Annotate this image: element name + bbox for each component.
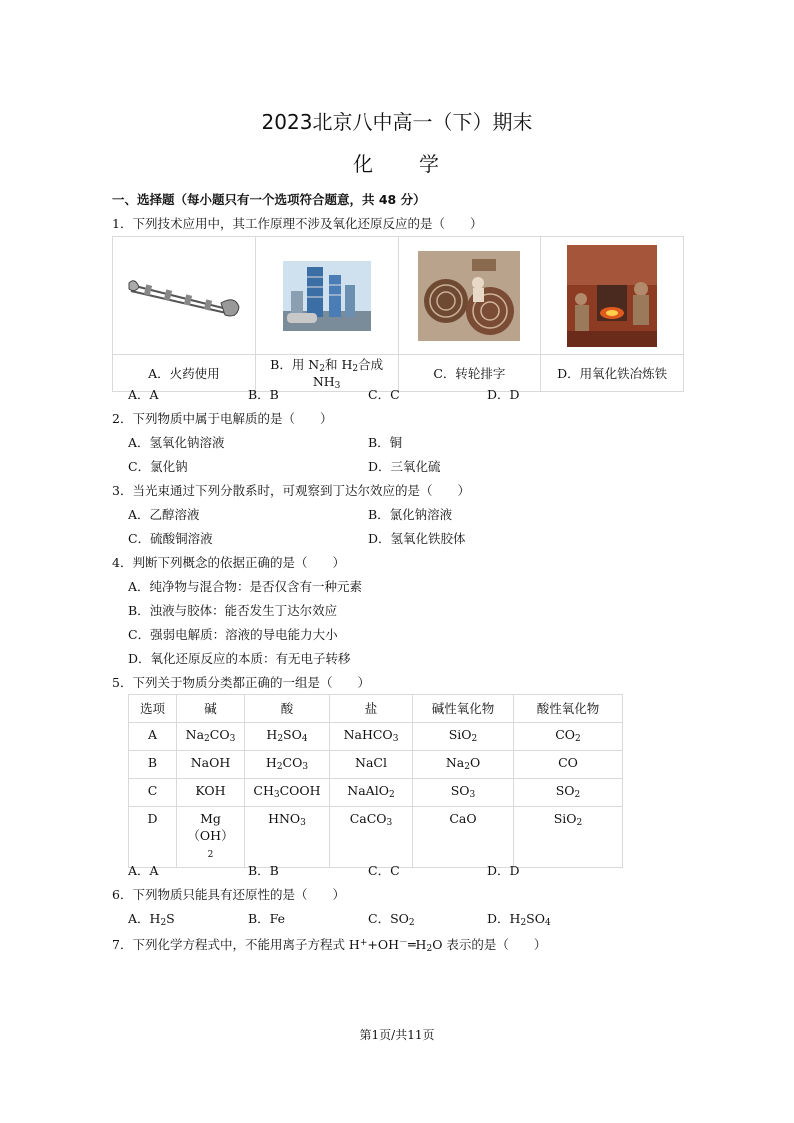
q3-option-d: D．氢氧化铁胶体 (368, 531, 466, 546)
page-footer: 第1页/共11页 (359, 1028, 435, 1042)
q5-classification-table (128, 694, 623, 868)
q1-caption-a: A．火药使用 (113, 355, 256, 392)
q1-caption-c: C．转轮排字 (398, 355, 541, 392)
q4-stem: 4．判断下列概念的依据正确的是（ ） (112, 555, 345, 570)
subject-char-2: 学 (419, 152, 441, 176)
q4-option-a: A．纯净物与混合物：是否仅含有一种元素 (128, 579, 363, 594)
table-row: B NaOH $H_2CO_3$ NaCl $Na_2O$ CO (129, 751, 623, 779)
q6-option-a: A．$H_2S$ (128, 911, 175, 928)
q2-option-a: A．氢氧化钠溶液 (128, 435, 225, 450)
q1-cell-d (541, 237, 684, 355)
subject-char-1: 化 (353, 152, 375, 176)
q6-option-c: C．$SO_2$ (368, 911, 415, 928)
header-acid: 酸 (245, 695, 330, 723)
header-base: 碱 (177, 695, 245, 723)
q1-cell-a (113, 237, 256, 355)
q2-option-c: C．氯化钠 (128, 459, 188, 474)
q1-option-b: B．B (248, 387, 279, 402)
q3-stem: 3．当光束通过下列分散系时，可观察到丁达尔效应的是（ ） (112, 483, 470, 498)
q5-option-c: C．C (368, 863, 400, 878)
header-option: 选项 (129, 695, 177, 723)
q1-caption-d: D．用氧化铁冶炼铁 (541, 355, 684, 392)
section-heading: 一、选择题（每小题只有一个选项符合题意，共 48 分） (112, 192, 426, 207)
q3-option-c: C．硫酸铜溶液 (128, 531, 213, 546)
q2-option-d: D．三氧化硫 (368, 459, 441, 474)
type-wheel-image (418, 251, 520, 341)
header-salt: 盐 (330, 695, 413, 723)
q2-stem: 2．下列物质中属于电解质的是（ ） (112, 411, 333, 426)
q1-cell-b (255, 237, 398, 355)
q4-option-d: D．氧化还原反应的本质：有无电子转移 (128, 651, 351, 666)
gunpowder-rocket-image (125, 267, 243, 325)
q1-image-table (112, 236, 684, 392)
q6-stem: 6．下列物质只能具有还原性的是（ ） (112, 887, 345, 902)
q3-option-b: B．氯化钠溶液 (368, 507, 453, 522)
q4-option-c: C．强弱电解质：溶液的导电能力大小 (128, 627, 338, 642)
header-acidic-oxide: 酸性氧化物 (514, 695, 623, 723)
q2-option-b: B．铜 (368, 435, 403, 450)
q5-option-a: A．A (128, 863, 159, 878)
table-row: C KOH $CH_3COOH$ NaAlO$_2$ $SO_3$ $SO_2$ (129, 779, 623, 807)
subject-title (0, 148, 794, 177)
q5-stem: 5．下列关于物质分类都正确的一组是（ ） (112, 675, 370, 690)
q6-option-b: B．Fe (248, 911, 286, 926)
q1-option-a: A．A (128, 387, 159, 402)
q1-caption-b: B．用 $N_2$和 $H_2$合成 $NH_3$ (255, 355, 398, 392)
table-header-row (129, 695, 623, 723)
q7-stem: 7．下列化学方程式中，不能用离子方程式 $H^++OH^-═H_2O$ 表示的是（ ） (112, 937, 547, 954)
q5-option-b: B．B (248, 863, 279, 878)
q1-option-d: D．D (487, 387, 520, 402)
q1-stem: 1．下列技术应用中，其工作原理不涉及氧化还原反应的是（ ） (112, 216, 483, 231)
q1-option-c: C．C (368, 387, 400, 402)
q6-option-d: D．$H_2SO_4$ (487, 911, 551, 928)
iron-smelting-image (567, 245, 657, 347)
table-row: A $Na_2CO_3$ $H_2SO_4$ NaHCO$_3$ SiO$_2$ $CO_2$ (129, 723, 623, 751)
header-basic-oxide: 碱性氧化物 (413, 695, 514, 723)
exam-title: 2023北京八中高一（下）期末 (261, 110, 533, 134)
q1-cell-c (398, 237, 541, 355)
q4-option-b: B．浊液与胶体：能否发生丁达尔效应 (128, 603, 338, 618)
ammonia-plant-image (283, 261, 371, 331)
q5-option-d: D．D (487, 863, 520, 878)
q3-option-a: A．乙醇溶液 (128, 507, 200, 522)
table-row: D Mg（OH） 2 $HNO_3$ CaCO$_3$ CaO SiO$_2$ (129, 807, 623, 868)
